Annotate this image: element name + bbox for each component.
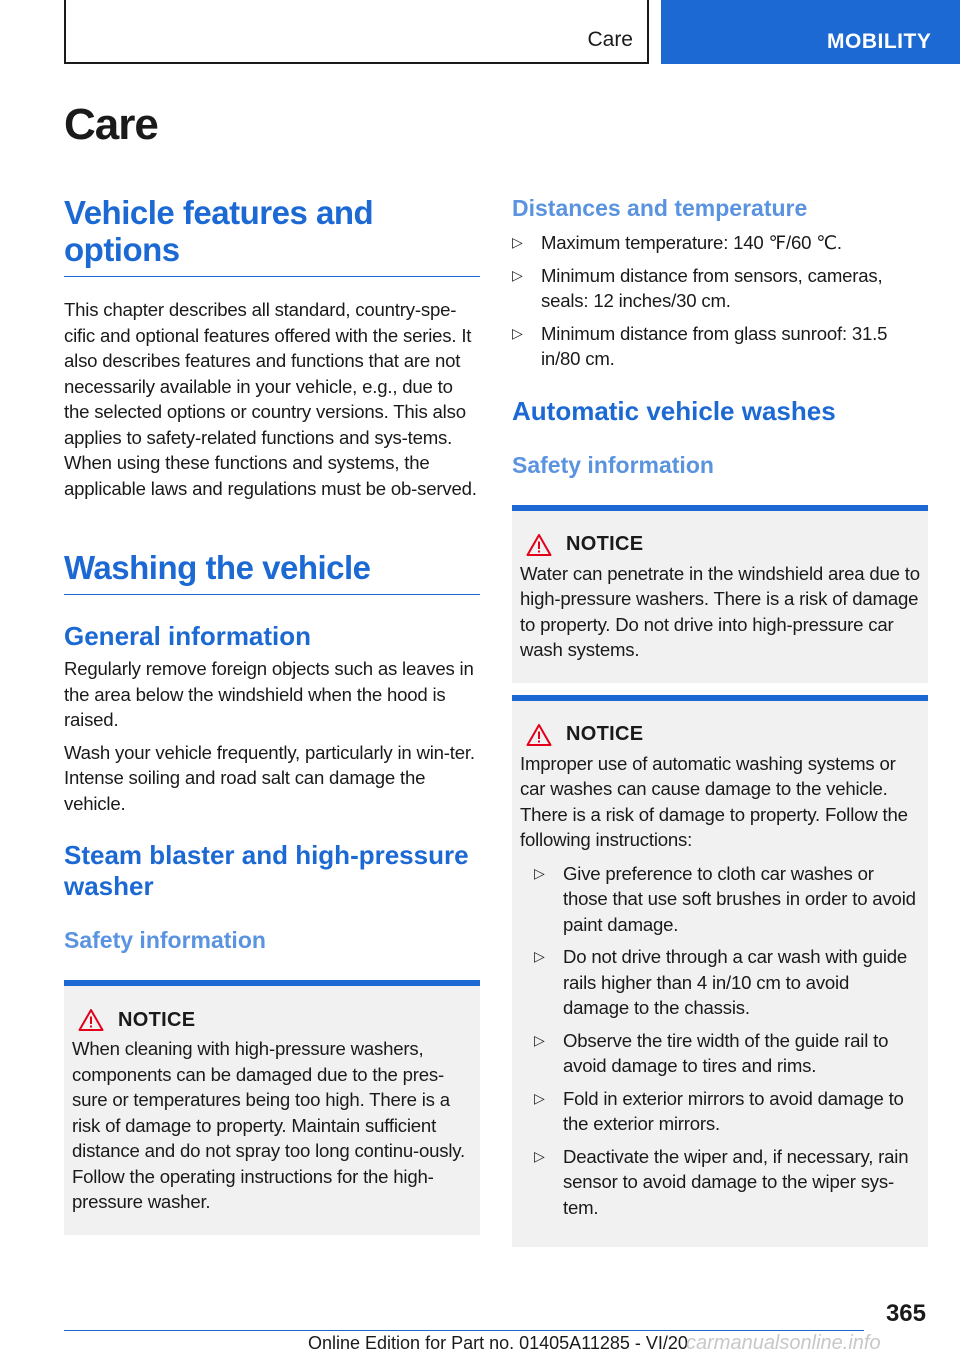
distances-list	[512, 230, 928, 372]
list-item: ▷ Give preference to cloth car washes or those that use soft brushes in order to avoid paint damage.	[534, 862, 916, 935]
warning-triangle-icon	[78, 1008, 104, 1032]
paragraph-chapter-intro: This chapter describes all standard, country-spe-cific and optional features offered with the series. It also describes features and functions that are not necessarily available in your vehicle, e.g., due to the selected options or country versions. This also applies to safety-related functions and sys-tems. When using these functions and systems, the applicable laws and regulations must be ob-served.	[64, 299, 477, 499]
header-chapter-tab	[661, 0, 960, 64]
list-item: ▷ Fold in exterior mirrors to avoid damage to the exterior mirrors.	[534, 1087, 904, 1134]
notice-box-automatic-wash	[512, 695, 928, 1248]
list-item: ▷ Do not drive through a car wash with guide rails higher than 4 in/10 cm to avoid damage to the chassis.	[534, 946, 908, 1018]
triangle-bullet-icon: ▷	[534, 1031, 545, 1048]
page-title: Care	[64, 100, 158, 149]
triangle-bullet-icon: ▷	[534, 864, 545, 881]
heading-safety-information: Safety information	[64, 927, 266, 953]
notice-title: NOTICE	[118, 1008, 196, 1031]
header-tab-label: MOBILITY	[827, 30, 932, 53]
heading-safety-information-right: Safety information	[512, 451, 714, 478]
notice-header	[520, 533, 920, 557]
list-item: ▷ Minimum distance from sensors, cameras, seals: 12 inches/30 cm.	[512, 264, 883, 311]
triangle-bullet-icon: ▷	[534, 948, 545, 964]
heading-general-information: General information	[64, 621, 312, 651]
notice-box	[64, 980, 480, 1235]
footer-divider	[64, 1330, 864, 1331]
page-number: 365	[885, 1300, 926, 1327]
heading-automatic-washes: Automatic vehicle washes	[512, 395, 836, 426]
triangle-bullet-icon: ▷	[534, 1147, 545, 1164]
header-section-label: Care	[587, 28, 633, 51]
notice-text: When cleaning with high-pressure washers, components can be damaged due to the pres-sure or temperatures being too high. There is a risk of damage to property. Maintain sufficient distance and do not spray too long continu-ously. Follow the operating instructions for the high-pressure washer.	[72, 1038, 465, 1212]
list-item: ▷ Minimum distance from glass sunroof: 31.5 in/80 cm.	[512, 322, 888, 369]
warning-triangle-icon	[526, 533, 552, 557]
heading-steam-blaster: Steam blaster and high-pressure washer	[64, 840, 469, 901]
watermark: carmanualsonline.info	[686, 1332, 881, 1354]
warning-triangle-icon	[526, 723, 552, 747]
triangle-bullet-icon: ▷	[512, 324, 523, 341]
right-column	[512, 190, 928, 1247]
paragraph-general-1: Regularly remove foreign objects such as leaves in the area below the windshield when the hood is raised.	[64, 658, 474, 730]
footer-edition: Online Edition for Part no. 01405A11285 - VI/20	[308, 1333, 688, 1353]
notice-header	[72, 1008, 472, 1032]
notice-text: Improper use of automatic washing systems or car washes can cause damage to the vehicle. There is a risk of damage to property. Follow the following instructions:	[520, 752, 908, 850]
list-item: ▷ Maximum temperature: 140 ℉/60 ℃.	[512, 230, 928, 256]
instructions-list	[520, 861, 920, 1221]
triangle-bullet-icon: ▷	[512, 234, 523, 250]
heading-washing-vehicle: Washing the vehicle	[64, 549, 480, 595]
left-column	[64, 190, 480, 1235]
heading-vehicle-features: Vehicle features and options	[64, 194, 480, 277]
list-item: ▷ Deactivate the wiper and, if necessary, rain sensor to avoid damage to the wiper sys-tem.	[534, 1145, 909, 1218]
triangle-bullet-icon: ▷	[534, 1089, 545, 1106]
triangle-bullet-icon: ▷	[512, 266, 523, 283]
header-section-box	[64, 0, 649, 64]
notice-title: NOTICE	[566, 533, 644, 555]
notice-text: Water can penetrate in the windshield area due to high-pressure washers. There is a risk of damage to property. Do not drive into high-pressure car wash systems.	[520, 562, 920, 660]
notice-title: NOTICE	[566, 723, 644, 745]
heading-distances-temperature: Distances and temperature	[512, 195, 808, 221]
notice-box-water	[512, 505, 928, 683]
paragraph-general-2: Wash your vehicle frequently, particularly in win-ter. Intense soiling and road salt can damage the vehicle.	[64, 741, 475, 814]
list-item: ▷ Observe the tire width of the guide rail to avoid damage to tires and rims.	[534, 1029, 889, 1076]
notice-header	[520, 723, 920, 747]
